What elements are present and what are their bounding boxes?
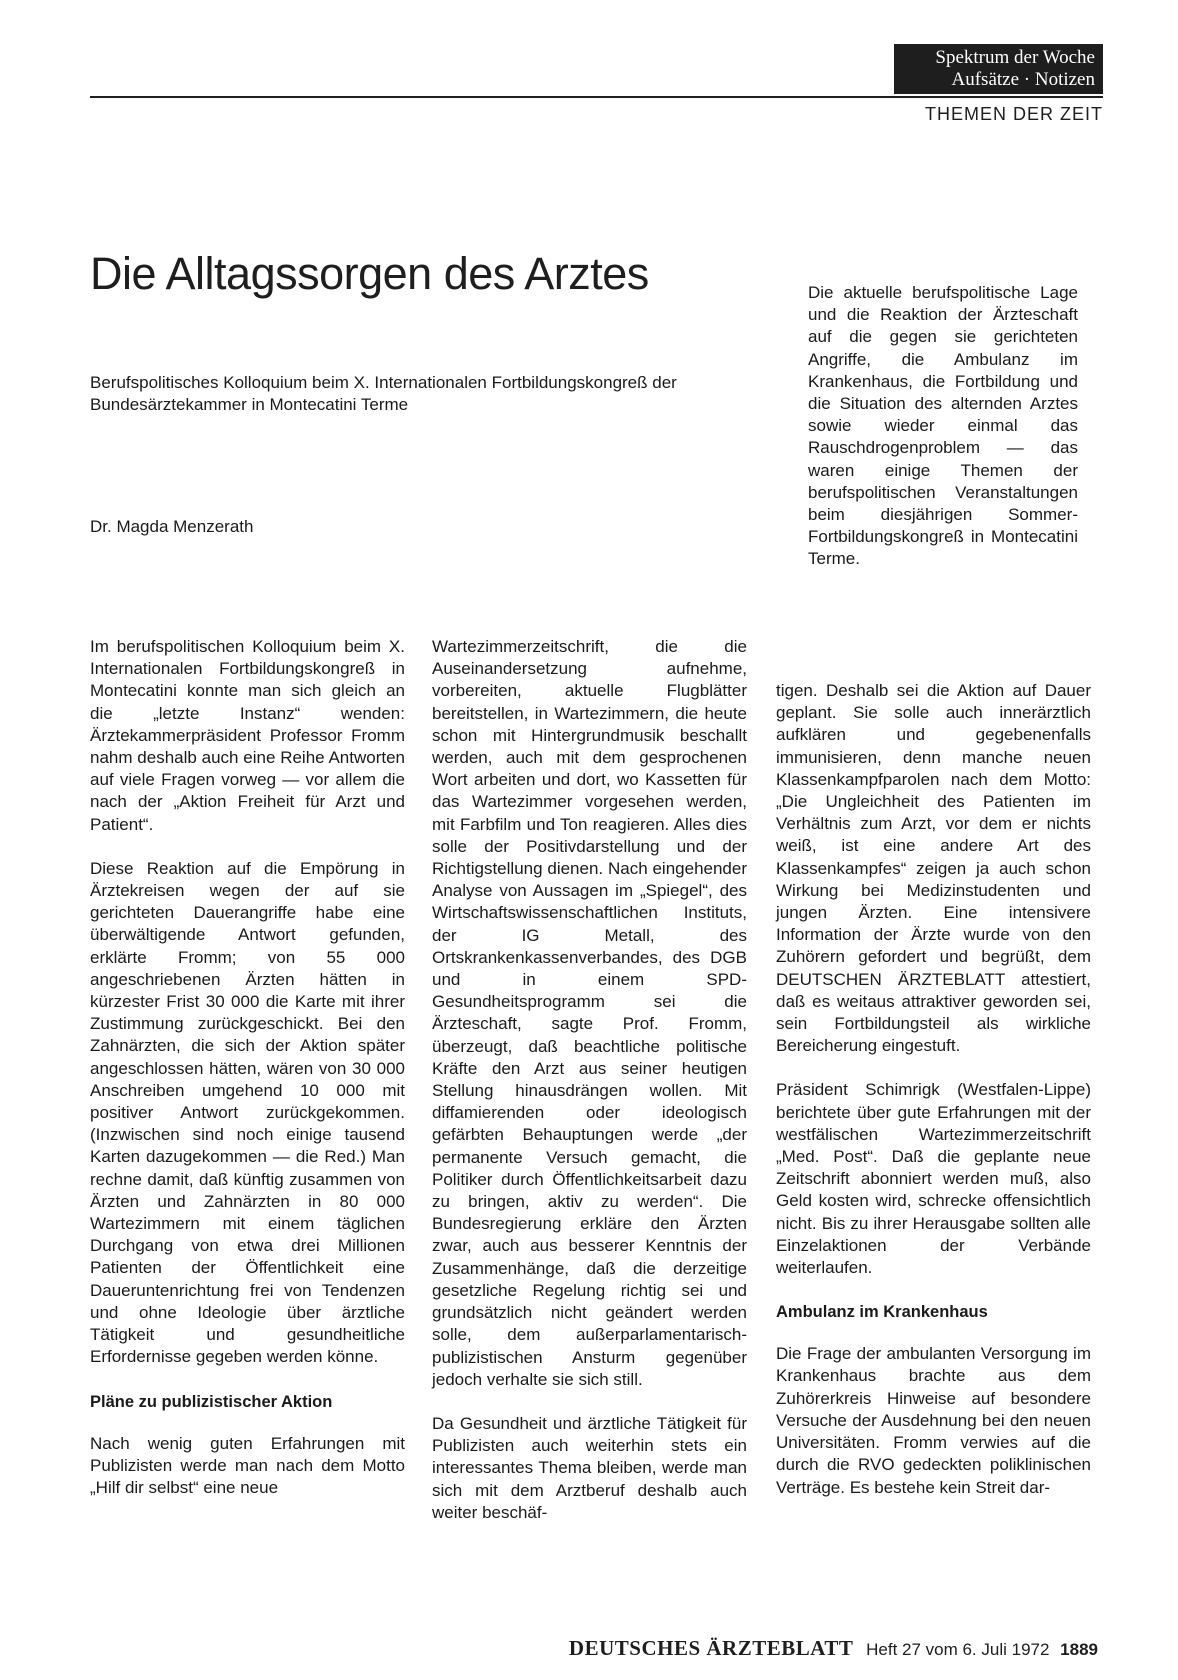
article-lead: Die aktuelle berufspolitische Lage und die Reaktion der Ärzteschaft auf die gegen sie gerichteten Angriffe, die Ambulanz im Krankenhaus, die Fortbildung und die Situation des alternden Arztes sowie wieder einmal das Rauschdrogenproblem — das waren einige Themen der berufspolitischen Veranstaltungen beim diesjährigen Sommer-Fortbildungskongreß in Montecatini Terme. [808,283,1078,569]
article-title: Die Alltagssorgen des Arztes [90,248,649,299]
magazine-name: DEUTSCHES ÄRZTEBLATT [568,1636,854,1660]
section-badge [894,44,1103,94]
badge-line-2: Aufsätze · Notizen [951,69,1095,90]
page-footer [569,1636,1098,1661]
header-rule [90,96,1103,98]
paragraph: Diese Reaktion auf die Empörung in Ärztekreisen wegen der auf sie gerichteten Dauerangriffe habe eine überwältigende Antwort gefunden, erklärte Fromm; von 55 000 angeschriebenen Ärzten hätten in kürzester Frist 30 000 die Karte mit ihrer Zustimmung zurückgeschickt. Bei den Zahnärzten, die sich der Aktion später angeschlossen hätten, wären von 30 000 Anschreiben umgehend 10 000 mit positiver Antwort zurückgekommen. (Inzwischen sind noch einige tausend Karten dazugekommen — die Red.) Man rechne damit, daß künftig zusammen von Ärzten und Zahnärzten in 80 000 Wartezimmern mit einem täglichen Durchgang von etwa drei Millionen Patienten der Öffentlichkeit eine Daueruntenrichtung frei von Tendenzen und ohne Ideologie über ärztliche Tätigkeit und gesundheitliche Erfordernisse gegeben werden könne. [90,858,405,1367]
text-column-2 [432,636,747,1546]
paragraph: Präsident Schimrigk (Westfalen-Lippe) berichtete über gute Erfahrungen mit der westfälischen Wartezimmerzeitschrift „Med. Post“. Daß die geplante neue Zeitschrift abonniert werden muß, also Geld kosten wird, schrecke offensichtlich nicht. Bis zu ihrer Herausgabe sollten alle Einzelaktionen der Verbände weiterlaufen. [776,1080,1091,1278]
paragraph: tigen. Deshalb sei die Aktion auf Dauer geplant. Sie solle auch innerärztlich aufklären und gegebenenfalls immunisieren, denn manche neuen Klassenkampfparolen nach dem Motto: „Die Ungleichheit des Patienten im Verhältnis zum Arzt, vor dem er nichts weiß, ist eine andere Art des Klassenkampfes“ zeigen ja auch schon Wirkung bei Medizinstudenten und jungen Ärzten. Eine intensivere Information der Ärzte wurde von den Zuhörern gefordert und begrüßt, dem DEUTSCHEN ÄRZTEBLATT attestiert, daß es weitaus attraktiver geworden sei, sein Fortbildungsteil als wirkliche Bereicherung eingestuft. [776,681,1091,1056]
page-number: 1889 [1060,1640,1098,1659]
text-column-3 [776,680,1091,1521]
subheading: Ambulanz im Krankenhaus [776,1303,988,1322]
paragraph: Im berufspolitischen Kolloquium beim X. Internationalen Fortbildungskongreß in Montecatini konnte man sich gleich an die „letzte Instanz“ wenden: Ärztekammerpräsident Professor Fromm nahm deshalb auch eine Reihe Antworten auf viele Fragen vorweg — vor allem die nach der „Aktion Freiheit für Arzt und Patient“. [90,637,405,834]
text-column-1 [90,636,405,1521]
issue-info: Heft 27 vom 6. Juli 1972 [866,1640,1050,1659]
article-author: Dr. Magda Menzerath [90,517,254,536]
section-label: THEMEN DER ZEIT [924,104,1103,124]
subheading: Pläne zu publizistischer Aktion [90,1392,333,1411]
paragraph: Die Frage der ambulanten Versorgung im Krankenhaus brachte aus dem Zuhörerkreis Hinweise auf besondere Versuche der Ausdehnung bei den neuen Universitäten. Fromm verwies auf die durch die RVO gedeckten poliklinischen Verträge. Es bestehe kein Streit dar- [776,1344,1091,1497]
paragraph: Nach wenig guten Erfahrungen mit Publizisten werde man nach dem Motto „Hilf dir selbst“ eine neue [90,1433,405,1497]
article-subtitle: Berufspolitisches Kolloquium beim X. Internationalen Fortbildungskongreß der Bundesärztekammer in Montecatini Terme [90,373,677,414]
paragraph: Da Gesundheit und ärztliche Tätigkeit für Publizisten auch weiterhin stets ein interessantes Thema bleiben, werde man sich mit dem Arztberuf deshalb auch weiter beschäf- [432,1413,747,1522]
badge-line-1: Spektrum der Woche [935,47,1095,68]
paragraph: Wartezimmerzeitschrift, die die Auseinandersetzung aufnehme, vorbereiten, aktuelle Flugblätter bereitstellen, in Wartezimmern, die heute schon mit Hintergrundmusik beschallt werden, auch mit dem gesprochenen Wort arbeiten und dort, wo Kassetten für das Wartezimmer vorgesehen werden, mit Farbfilm und Ton reagieren. Alles dies solle der Positivdarstellung und der Richtigstellung dienen. Nach eingehender Analyse von Aussagen im „Spiegel“, des Wirtschaftswissenschaftlichen Instituts, der IG Metall, des Ortskrankenkassenverbandes, des DGB und in einem SPD-Gesundheitsprogramm sei die Ärzteschaft, sagte Prof. Fromm, überzeugt, daß beachtliche politische Kräfte den Arzt aus seiner heutigen Stellung hinausdrängen wollen. Mit diffamierenden oder ideologisch gefärbten Behauptungen werde „der permanente Versuch gemacht, die Politiker durch Öffentlichkeitsarbeit dazu zu bringen, aktiv zu werden“. Die Bundesregierung erkläre den Ärzten zwar, auch aus besserer Kenntnis der Zusammenhänge, daß die derzeitige gesetzliche Regelung richtig sei und grundsätzlich nicht geändert werden solle, dem außerparlamentarisch-publizistischen Ansturm gegenüber jedoch verhalte sie sich still. [432,637,747,1389]
